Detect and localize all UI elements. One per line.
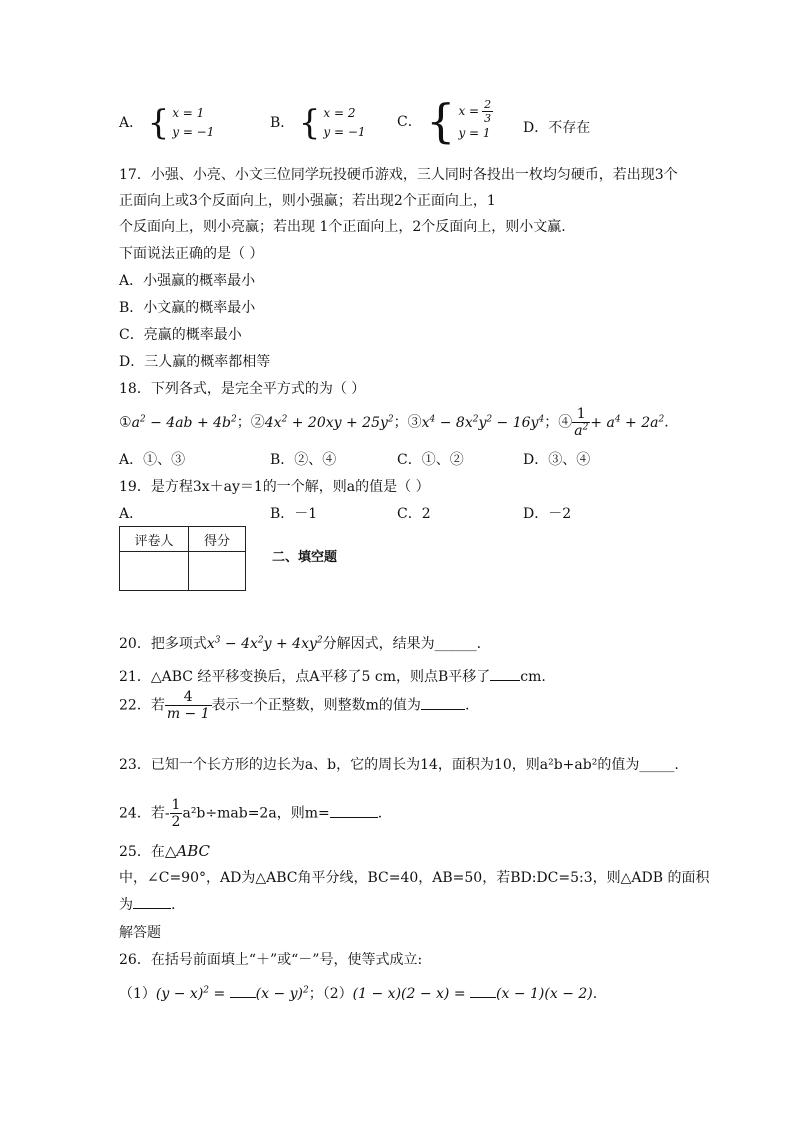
q25-line1: 25．在△ABC xyxy=(119,842,210,860)
equation-system: { x = $\frac{2}{3}$ y = 1 xyxy=(426,94,492,148)
q19-option-b: B．－1 xyxy=(270,506,318,522)
q19-stem: 19．是方程3x＋ay＝1的一个解，则a的值是（ ） xyxy=(119,479,430,495)
q17-line1: 17．小强、小亮、小文三位同学玩投硬币游戏，三人同时各投出一枚均匀硬币，若出现3个 xyxy=(119,167,678,183)
q26-parts: $(1)(y - x)^2 = (x - y)^2$；（2）(1 − x)(2 − x) = (x − 1)(x − 2). xyxy=(119,983,597,1003)
q17-option-b: B．小文赢的概率最小 xyxy=(119,300,256,316)
q17-option-c: C．亮赢的概率最小 xyxy=(119,327,242,343)
q19-option-d: D．－2 xyxy=(523,506,572,522)
q18-option-b: B．②、④ xyxy=(270,452,337,468)
equation-system: { x = 1 y = −1 xyxy=(147,103,215,143)
q19-option-c: C．2 xyxy=(397,506,431,522)
q17-line4: 下面说法正确的是（ ） xyxy=(119,246,264,262)
answer-blank[interactable] xyxy=(330,803,378,818)
answer-blank[interactable] xyxy=(230,983,256,998)
q24: 24．若- $\frac{1}{2}$ a²b÷mab=2a，则m= . xyxy=(119,797,383,830)
grader-cell[interactable] xyxy=(120,552,189,591)
q19-option-a: A． xyxy=(119,506,144,522)
q23: 23．已知一个长方形的边长为a、b，它的周长为14，面积为10，则a²b+ab²的值为_____. xyxy=(119,757,679,773)
section-title-fill: 二、填空题 xyxy=(272,550,338,565)
option-d: D．不存在 xyxy=(523,120,591,136)
answer-blank[interactable] xyxy=(490,666,520,681)
q17-option-a: A．小强赢的概率最小 xyxy=(119,273,256,289)
equation-system: { x = 2 y = −1 xyxy=(298,103,366,143)
answer-blank[interactable] xyxy=(470,983,496,998)
q17-line2: 正面向上或3个反面向上，则小强赢；若出现2个正面向上，1 xyxy=(119,193,496,209)
q18-option-c: C．①、② xyxy=(397,452,464,468)
section-title-answer: 解答题 xyxy=(119,925,161,941)
q25-line2: 中，∠C=90°，AD为△ABC角平分线，BC=40，AB=50，若BD:DC=5:3，则△ADB 的面积 xyxy=(119,870,710,886)
q17-option-d: D．三人赢的概率都相等 xyxy=(119,354,271,370)
q18-expressions: $①a^2 - 4ab + 4b^2$；$②4x^2 + 20xy + 25y^2$；$③x^4 - 8x^2y^2 - 16y^4$；④ $\frac{1}{a^2}$ + $a^4 + 2a^2$. xyxy=(119,406,669,439)
grader-header: 评卷人 xyxy=(120,527,189,552)
q21: 21．△ABC 经平移变换后，点A平移了5 cm，则点B平移了 cm. xyxy=(119,666,546,686)
score-cell[interactable] xyxy=(189,552,246,591)
q18-option-a: A．①、③ xyxy=(119,452,186,468)
answer-blank[interactable] xyxy=(421,695,465,710)
q26-stem: 26．在括号前面填上“＋”或“－”号，使等式成立: xyxy=(119,952,423,968)
q25-line3: 为 . xyxy=(119,894,175,914)
option-c: C． { x = $\frac{2}{3}$ y = 1 xyxy=(397,94,492,148)
option-a: A． { x = 1 y = −1 xyxy=(119,103,215,143)
score-header: 得分 xyxy=(189,527,246,552)
option-b: B． { x = 2 y = −1 xyxy=(270,103,366,143)
q17-line3: 个反面向上，则小亮赢；若出现 1个正面向上，2个反面向上，则小文赢. xyxy=(119,219,566,235)
score-table xyxy=(119,526,246,591)
q20: 20．把多项式$x^3 - 4x^2y + 4xy^2$分解因式，结果为______. xyxy=(119,635,482,652)
q22: 22．若 $\frac{4}{m - 1}$ 表示一个正整数，则整数m的值为 . xyxy=(119,689,470,722)
answer-blank[interactable] xyxy=(133,894,171,909)
q18-stem: 18．下列各式，是完全平方式的为（ ） xyxy=(119,381,366,397)
q18-option-d: D．③、④ xyxy=(523,452,591,468)
